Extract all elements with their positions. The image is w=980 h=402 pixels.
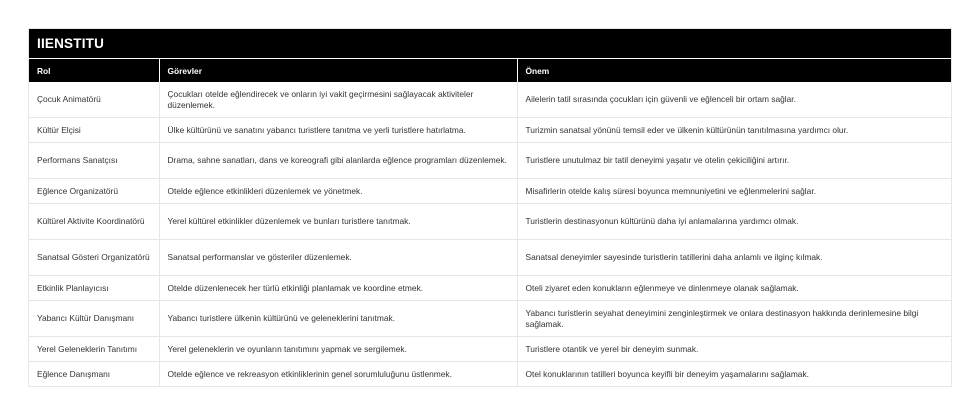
cell-onem: Turistlere unutulmaz bir tatil deneyimi yaşatır ve otelin çekiciliğini artırır. — [517, 143, 951, 179]
table-row — [29, 179, 951, 204]
table-row — [29, 362, 951, 387]
cell-onem: Otel konuklarının tatilleri boyunca keyifli bir deneyim yaşamalarını sağlamak. — [525, 368, 809, 379]
cell-gorevler: Ülke kültürünü ve sanatını yabancı turistlere tanıtma ve yerli turistlere hatırlatma. — [159, 118, 517, 143]
cell-rol: Yabancı Kültür Danışmanı — [29, 301, 159, 337]
column-header-gorevler: Görevler — [159, 59, 517, 82]
table-row — [29, 240, 951, 276]
cell-onem: Turistlerin destinasyonun kültürünü daha iyi anlamalarına yardımcı olmak. — [517, 204, 951, 240]
table-row — [29, 82, 951, 118]
cell-rol: Kültür Elçisi — [29, 118, 159, 143]
table-card — [28, 28, 952, 387]
table-row — [29, 204, 951, 240]
cell-rol: Kültürel Aktivite Koordinatörü — [29, 204, 159, 240]
brand-header — [29, 29, 951, 59]
column-header-onem: Önem — [517, 59, 951, 82]
table-row — [29, 276, 951, 301]
table-row — [29, 337, 951, 362]
cell-gorevler: Çocukları otelde eğlendirecek ve onların iyi vakit geçirmesini sağlayacak aktiviteler düzenlemek. — [159, 82, 517, 118]
cell-rol: Çocuk Animatörü — [29, 82, 159, 118]
cell-rol: Sanatsal Gösteri Organizatörü — [29, 240, 159, 276]
cell-onem: Ailelerin tatil sırasında çocukları için güvenli ve eğlenceli bir ortam sağlar. — [517, 82, 951, 118]
cell-gorevler: Otelde düzenlenecek her türlü etkinliği planlamak ve koordine etmek. — [159, 276, 517, 301]
cell-gorevler: Otelde eğlence etkinlikleri düzenlemek ve yönetmek. — [159, 179, 517, 204]
cell-gorevler: Yabancı turistlere ülkenin kültürünü ve geleneklerini tanıtmak. — [159, 301, 517, 337]
cell-gorevler: Yerel geleneklerin ve oyunların tanıtımını yapmak ve sergilemek. — [159, 337, 517, 362]
cell-rol: Eğlence Organizatörü — [29, 179, 159, 204]
cell-rol: Yerel Geleneklerin Tanıtımı — [29, 337, 159, 362]
cell-gorevler: Sanatsal performanslar ve gösteriler düzenlemek. — [159, 240, 517, 276]
cell-onem: Oteli ziyaret eden konukların eğlenmeye ve dinlenmeye olanak sağlamak. — [517, 276, 951, 301]
roles-table — [29, 59, 951, 386]
column-header-rol: Rol — [29, 59, 159, 82]
table-row — [29, 118, 951, 143]
cell-onem: Turizmin sanatsal yönünü temsil eder ve ülkenin kültürünün tanıtılmasına yardımcı olur. — [517, 118, 951, 143]
cell-onem: Yabancı turistlerin seyahat deneyimini zenginleştirmek ve onlara destinasyon hakkında derinlemesine bilgi sağlamak. — [517, 301, 951, 337]
cell-gorevler: Drama, sahne sanatları, dans ve koreografi gibi alanlarda eğlence programları düzenlemek. — [159, 143, 517, 179]
cell-onem: Misafirlerin otelde kalış süresi boyunca memnuniyetini ve eğlenmelerini sağlar. — [517, 179, 951, 204]
cell-gorevler: Yerel kültürel etkinlikler düzenlemek ve bunları turistlere tanıtmak. — [159, 204, 517, 240]
cell-rol: Etkinlik Planlayıcısı — [29, 276, 159, 301]
cell-onem: Turistlere otantik ve yerel bir deneyim sunmak. — [517, 337, 951, 362]
cell-onem: Sanatsal deneyimler sayesinde turistlerin tatillerini daha anlamlı ve ilginç kılmak. — [517, 240, 951, 276]
cell-gorevler: Otelde eğlence ve rekreasyon etkinliklerinin genel sorumluluğunu üstlenmek. — [159, 362, 517, 387]
cell-rol: Performans Sanatçısı — [29, 143, 159, 179]
table-header-row — [29, 59, 951, 82]
brand-logo-text: IIENSTITU — [37, 36, 105, 51]
cell-rol: Eğlence Danışmanı — [29, 362, 159, 387]
table-row — [29, 301, 951, 337]
table-row — [29, 143, 951, 179]
